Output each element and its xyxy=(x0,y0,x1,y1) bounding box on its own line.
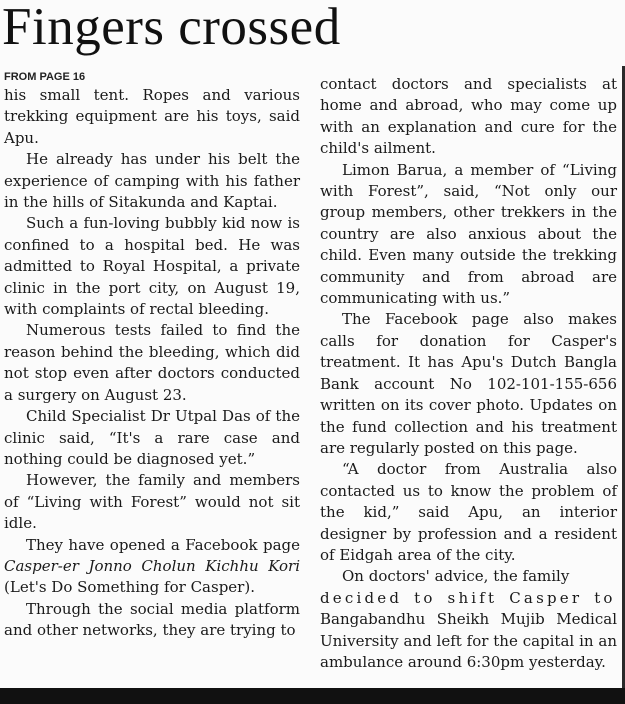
paragraph: However, the family and members of “Living with Forest” would not sit idle. xyxy=(4,471,300,533)
bottom-dark-bar xyxy=(0,688,625,704)
paragraph: Numerous tests failed to find the reason behind the bleeding, which did not stop even after doctors conducted a surgery on August 23. xyxy=(4,321,300,404)
paragraph: He already has under his belt the experience of camping with his father in the hills of Sitakunda and Kaptai. xyxy=(4,150,300,212)
paragraph: Limon Barua, a member of “Living with Forest”, said, “Not only our group members, other trekkers in the country are also anxious about the child. Even many outside the trekking community and from abroad are communicating with us.” xyxy=(320,160,617,308)
paragraph: contact doctors and specialists at home and abroad, who may come up with an explanation and cure for the child's ailment. xyxy=(320,75,617,158)
facebook-lead: They have opened a Facebook page xyxy=(26,535,300,554)
headline: Fingers crossed xyxy=(2,0,341,56)
paragraph-facebook-page xyxy=(4,535,300,599)
paragraph: “A doctor from Australia also contacted us to know the problem of the kid,” said Apu, an interior designer by profession and a resident of Eidgah area of the city. xyxy=(320,460,617,564)
facebook-page-name: Casper-er Jonno Cholun Kichhu Kori xyxy=(4,556,300,575)
article-column-left xyxy=(4,70,300,642)
final-rest: Bangabandhu Sheikh Mujib Medical University and left for the capital in an ambulance around 6:30pm yesterday. xyxy=(320,610,617,671)
continuation-kicker: FROM PAGE 16 xyxy=(4,71,86,83)
article-column-right xyxy=(320,74,617,673)
paragraph: The Facebook page also makes calls for donation for Casper's treatment. It has Apu's Dutch Bangla Bank account No 102-101-155-656 written on its cover photo. Updates on the fund collection and his treatment are regularly posted on this page. xyxy=(320,310,617,457)
final-line-2: decided to shift Casper to xyxy=(320,588,616,607)
paragraph: his small tent. Ropes and various trekking equipment are his toys, said Apu. xyxy=(4,86,300,147)
paragraph: Child Specialist Dr Utpal Das of the clinic said, “It's a rare case and nothing could be diagnosed yet.” xyxy=(4,407,300,468)
paragraph-final xyxy=(320,566,617,673)
final-line-1: On doctors' advice, the family xyxy=(342,567,570,586)
facebook-translation: (Let's Do Something for Casper). xyxy=(4,578,255,597)
paragraph: Through the social media platform and other networks, they are trying to xyxy=(4,599,300,640)
paragraph: Such a fun-loving bubbly kid now is confined to a hospital bed. He was admitted to Royal Hospital, a private clinic in the port city, on August 19, with complaints of rectal bleeding. xyxy=(4,214,300,319)
